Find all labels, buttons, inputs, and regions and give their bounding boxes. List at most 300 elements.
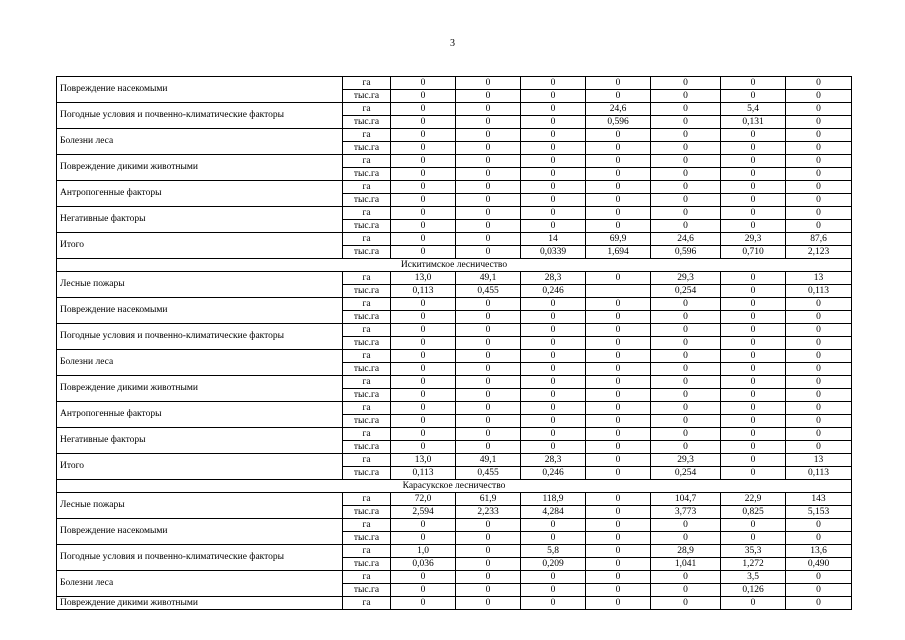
value-cell: 0	[721, 415, 786, 428]
value-cell: 0	[786, 181, 852, 194]
value-cell: 0	[721, 142, 786, 155]
value-cell: 0	[721, 311, 786, 324]
value-cell: 0	[586, 220, 651, 233]
unit-cell: га	[343, 77, 391, 90]
value-cell: 0	[651, 181, 721, 194]
value-cell: 0	[651, 389, 721, 402]
value-cell: 0	[456, 584, 521, 597]
value-cell: 0	[721, 272, 786, 285]
section-title: Карасукское лесничество	[57, 480, 852, 493]
unit-cell: га	[343, 454, 391, 467]
unit-cell: тыс.га	[343, 142, 391, 155]
value-cell: 0	[651, 168, 721, 181]
value-cell: 0	[521, 376, 586, 389]
value-cell: 0	[651, 77, 721, 90]
value-cell: 0,710	[721, 246, 786, 259]
value-cell: 0	[721, 129, 786, 142]
value-cell: 0	[521, 129, 586, 142]
value-cell: 0	[391, 519, 456, 532]
value-cell: 0,596	[586, 116, 651, 129]
value-cell: 0	[586, 519, 651, 532]
value-cell: 0	[391, 428, 456, 441]
value-cell: 0	[521, 402, 586, 415]
value-cell: 0	[586, 90, 651, 103]
section-header-row	[57, 259, 852, 272]
value-cell: 0	[456, 324, 521, 337]
value-cell: 0	[786, 298, 852, 311]
value-cell: 72,0	[391, 493, 456, 506]
value-cell: 0	[391, 441, 456, 454]
value-cell: 0	[651, 415, 721, 428]
value-cell: 0	[456, 103, 521, 116]
value-cell: 0,113	[786, 467, 852, 480]
value-cell: 0	[586, 441, 651, 454]
unit-cell: тыс.га	[343, 558, 391, 571]
value-cell: 104,7	[651, 493, 721, 506]
value-cell: 0	[786, 363, 852, 376]
value-cell: 0	[721, 220, 786, 233]
value-cell: 0	[456, 298, 521, 311]
value-cell: 0	[456, 415, 521, 428]
value-cell: 0	[721, 285, 786, 298]
value-cell: 0	[391, 363, 456, 376]
value-cell: 13,0	[391, 454, 456, 467]
value-cell: 0	[786, 207, 852, 220]
value-cell: 0	[391, 571, 456, 584]
value-cell: 0	[721, 337, 786, 350]
value-cell: 0	[391, 311, 456, 324]
value-cell: 0	[456, 532, 521, 545]
value-cell: 0	[391, 155, 456, 168]
value-cell: 0	[456, 558, 521, 571]
value-cell: 0	[586, 571, 651, 584]
value-cell: 0	[786, 311, 852, 324]
unit-cell: тыс.га	[343, 584, 391, 597]
table-row	[57, 155, 852, 168]
value-cell: 0	[586, 532, 651, 545]
value-cell: 0	[651, 311, 721, 324]
value-cell: 1,272	[721, 558, 786, 571]
unit-cell: га	[343, 129, 391, 142]
factor-name: Погодные условия и почвенно-климатические факторы	[57, 545, 343, 571]
factor-name: Болезни леса	[57, 571, 343, 597]
value-cell: 0	[786, 389, 852, 402]
value-cell: 0	[786, 584, 852, 597]
value-cell: 0,113	[391, 285, 456, 298]
value-cell: 0	[521, 428, 586, 441]
unit-cell: га	[343, 155, 391, 168]
table-row	[57, 571, 852, 584]
unit-cell: га	[343, 233, 391, 246]
value-cell: 0	[521, 350, 586, 363]
value-cell: 0,596	[651, 246, 721, 259]
factor-name: Болезни леса	[57, 350, 343, 376]
value-cell: 0	[786, 168, 852, 181]
value-cell: 13	[786, 454, 852, 467]
value-cell: 0	[786, 77, 852, 90]
value-cell: 0	[586, 493, 651, 506]
unit-cell: тыс.га	[343, 168, 391, 181]
value-cell: 0	[786, 519, 852, 532]
value-cell: 0	[456, 441, 521, 454]
value-cell: 0	[521, 298, 586, 311]
value-cell: 24,6	[651, 233, 721, 246]
value-cell: 69,9	[586, 233, 651, 246]
value-cell: 0	[651, 90, 721, 103]
unit-cell: тыс.га	[343, 467, 391, 480]
value-cell: 0,254	[651, 285, 721, 298]
value-cell: 0	[456, 207, 521, 220]
value-cell: 0	[456, 142, 521, 155]
value-cell: 0	[786, 337, 852, 350]
value-cell: 0	[456, 363, 521, 376]
value-cell: 0	[586, 467, 651, 480]
value-cell: 0	[456, 194, 521, 207]
value-cell: 5,4	[721, 103, 786, 116]
value-cell: 0	[651, 571, 721, 584]
value-cell: 0	[786, 155, 852, 168]
value-cell: 0,246	[521, 467, 586, 480]
unit-cell: тыс.га	[343, 441, 391, 454]
value-cell: 0	[786, 532, 852, 545]
unit-cell: га	[343, 597, 391, 610]
value-cell: 0	[721, 376, 786, 389]
value-cell: 0	[521, 532, 586, 545]
value-cell: 0	[586, 142, 651, 155]
value-cell: 0	[391, 90, 456, 103]
unit-cell: тыс.га	[343, 311, 391, 324]
value-cell: 0	[456, 155, 521, 168]
value-cell: 0,113	[391, 467, 456, 480]
value-cell: 0	[586, 181, 651, 194]
value-cell: 0	[521, 597, 586, 610]
value-cell: 5,8	[521, 545, 586, 558]
factor-name: Болезни леса	[57, 129, 343, 155]
value-cell: 0	[651, 298, 721, 311]
value-cell: 2,233	[456, 506, 521, 519]
factor-name: Антропогенные факторы	[57, 402, 343, 428]
value-cell: 0	[786, 103, 852, 116]
value-cell: 4,284	[521, 506, 586, 519]
unit-cell: тыс.га	[343, 246, 391, 259]
unit-cell: га	[343, 324, 391, 337]
value-cell: 0	[586, 584, 651, 597]
value-cell: 143	[786, 493, 852, 506]
value-cell: 0	[456, 220, 521, 233]
value-cell: 0	[721, 389, 786, 402]
value-cell: 0,126	[721, 584, 786, 597]
value-cell: 0,113	[786, 285, 852, 298]
value-cell: 28,3	[521, 454, 586, 467]
unit-cell: га	[343, 298, 391, 311]
value-cell: 29,3	[651, 454, 721, 467]
value-cell: 0	[586, 272, 651, 285]
value-cell: 0	[586, 207, 651, 220]
value-cell: 5,153	[786, 506, 852, 519]
factor-name: Негативные факторы	[57, 207, 343, 233]
value-cell: 0	[721, 454, 786, 467]
value-cell	[586, 285, 651, 298]
value-cell: 0	[521, 90, 586, 103]
value-cell: 0	[456, 311, 521, 324]
value-cell: 1,694	[586, 246, 651, 259]
forest-damage-table	[56, 76, 852, 610]
value-cell: 49,1	[456, 454, 521, 467]
value-cell: 0	[721, 467, 786, 480]
value-cell: 0	[586, 168, 651, 181]
value-cell: 0	[521, 116, 586, 129]
factor-name: Лесные пожары	[57, 493, 343, 519]
value-cell: 13	[786, 272, 852, 285]
value-cell: 0	[456, 389, 521, 402]
value-cell: 0	[586, 389, 651, 402]
value-cell: 0	[651, 129, 721, 142]
value-cell: 0	[586, 376, 651, 389]
value-cell: 0	[586, 194, 651, 207]
value-cell: 0	[586, 337, 651, 350]
value-cell: 0	[521, 103, 586, 116]
value-cell: 0	[456, 428, 521, 441]
value-cell: 0	[521, 220, 586, 233]
value-cell: 0,490	[786, 558, 852, 571]
value-cell: 0	[391, 220, 456, 233]
value-cell: 0	[651, 142, 721, 155]
value-cell: 0	[721, 155, 786, 168]
unit-cell: тыс.га	[343, 532, 391, 545]
value-cell: 0,209	[521, 558, 586, 571]
value-cell: 0	[521, 311, 586, 324]
table-row	[57, 493, 852, 506]
factor-name: Итого	[57, 454, 343, 480]
value-cell: 0	[391, 194, 456, 207]
value-cell: 0	[456, 337, 521, 350]
value-cell: 0	[786, 441, 852, 454]
value-cell: 0	[721, 207, 786, 220]
value-cell: 0	[721, 519, 786, 532]
value-cell: 0	[521, 389, 586, 402]
value-cell: 0	[456, 519, 521, 532]
value-cell: 0	[651, 207, 721, 220]
unit-cell: га	[343, 272, 391, 285]
value-cell: 0	[651, 337, 721, 350]
value-cell: 0	[456, 129, 521, 142]
unit-cell: тыс.га	[343, 90, 391, 103]
value-cell: 0	[521, 155, 586, 168]
value-cell: 0,254	[651, 467, 721, 480]
value-cell: 0	[651, 194, 721, 207]
value-cell: 0	[586, 155, 651, 168]
value-cell: 0	[721, 441, 786, 454]
value-cell: 0	[456, 597, 521, 610]
value-cell: 0	[651, 103, 721, 116]
value-cell: 0	[391, 233, 456, 246]
value-cell: 0	[651, 402, 721, 415]
value-cell: 0	[786, 402, 852, 415]
unit-cell: га	[343, 519, 391, 532]
value-cell: 0	[786, 415, 852, 428]
value-cell: 0	[586, 350, 651, 363]
value-cell: 0	[786, 350, 852, 363]
value-cell: 28,3	[521, 272, 586, 285]
value-cell: 0	[786, 571, 852, 584]
table-row	[57, 428, 852, 441]
table-row	[57, 454, 852, 467]
unit-cell: га	[343, 545, 391, 558]
value-cell: 0	[721, 298, 786, 311]
value-cell: 13,0	[391, 272, 456, 285]
value-cell: 0	[391, 389, 456, 402]
unit-cell: га	[343, 402, 391, 415]
unit-cell: га	[343, 376, 391, 389]
value-cell: 14	[521, 233, 586, 246]
unit-cell: га	[343, 428, 391, 441]
value-cell: 0	[456, 90, 521, 103]
value-cell: 0	[586, 298, 651, 311]
value-cell: 0	[391, 597, 456, 610]
value-cell: 0	[721, 77, 786, 90]
value-cell: 0	[456, 233, 521, 246]
value-cell: 0	[456, 116, 521, 129]
value-cell: 0,036	[391, 558, 456, 571]
value-cell: 0	[456, 545, 521, 558]
unit-cell: га	[343, 103, 391, 116]
value-cell: 0	[391, 142, 456, 155]
unit-cell: га	[343, 571, 391, 584]
unit-cell: тыс.га	[343, 220, 391, 233]
value-cell: 0	[456, 376, 521, 389]
factor-name: Повреждение дикими животными	[57, 376, 343, 402]
table-row	[57, 233, 852, 246]
value-cell: 0	[721, 532, 786, 545]
section-header-row	[57, 480, 852, 493]
value-cell: 0	[586, 506, 651, 519]
value-cell: 0	[586, 428, 651, 441]
value-cell: 0	[786, 194, 852, 207]
table-row	[57, 298, 852, 311]
table-row	[57, 376, 852, 389]
value-cell: 0	[456, 181, 521, 194]
value-cell: 0	[391, 415, 456, 428]
value-cell: 0	[391, 116, 456, 129]
value-cell: 0	[786, 324, 852, 337]
value-cell: 0	[586, 311, 651, 324]
value-cell: 0	[786, 597, 852, 610]
value-cell: 2,594	[391, 506, 456, 519]
factor-name: Повреждение дикими животными	[57, 597, 343, 610]
value-cell: 0	[586, 324, 651, 337]
unit-cell: га	[343, 350, 391, 363]
value-cell: 118,9	[521, 493, 586, 506]
table-row	[57, 545, 852, 558]
value-cell: 0	[586, 415, 651, 428]
value-cell: 0	[651, 532, 721, 545]
value-cell: 1,0	[391, 545, 456, 558]
value-cell: 0	[786, 90, 852, 103]
value-cell: 35,3	[721, 545, 786, 558]
value-cell: 0	[391, 532, 456, 545]
value-cell: 0	[521, 363, 586, 376]
value-cell: 0,0339	[521, 246, 586, 259]
value-cell: 0	[521, 415, 586, 428]
value-cell: 0	[521, 142, 586, 155]
value-cell: 0	[521, 324, 586, 337]
value-cell: 0	[586, 129, 651, 142]
value-cell: 0	[521, 441, 586, 454]
factor-name: Итого	[57, 233, 343, 259]
value-cell: 3,773	[651, 506, 721, 519]
value-cell: 0	[651, 220, 721, 233]
table-row	[57, 597, 852, 610]
value-cell: 0	[651, 441, 721, 454]
value-cell: 0	[391, 584, 456, 597]
value-cell: 0	[586, 545, 651, 558]
value-cell: 0	[651, 428, 721, 441]
value-cell: 0	[391, 168, 456, 181]
value-cell: 0	[521, 337, 586, 350]
unit-cell: га	[343, 493, 391, 506]
factor-name: Повреждение насекомыми	[57, 519, 343, 545]
value-cell: 0	[586, 402, 651, 415]
value-cell: 0	[456, 571, 521, 584]
value-cell: 0	[521, 194, 586, 207]
value-cell: 0	[391, 350, 456, 363]
value-cell: 0	[391, 246, 456, 259]
value-cell: 0	[721, 428, 786, 441]
page-number: 3	[450, 38, 455, 49]
value-cell: 0	[721, 363, 786, 376]
value-cell: 13,6	[786, 545, 852, 558]
factor-name: Антропогенные факторы	[57, 181, 343, 207]
value-cell: 0	[391, 207, 456, 220]
value-cell: 29,3	[651, 272, 721, 285]
value-cell: 0	[391, 77, 456, 90]
value-cell: 0	[651, 376, 721, 389]
value-cell: 2,123	[786, 246, 852, 259]
value-cell: 0	[456, 350, 521, 363]
value-cell: 0	[786, 116, 852, 129]
value-cell: 0	[456, 168, 521, 181]
factor-name: Погодные условия и почвенно-климатические факторы	[57, 103, 343, 129]
factor-name: Повреждение насекомыми	[57, 77, 343, 103]
value-cell: 0	[651, 324, 721, 337]
value-cell: 0	[721, 168, 786, 181]
value-cell: 87,6	[786, 233, 852, 246]
value-cell: 0	[586, 454, 651, 467]
factor-name: Лесные пожары	[57, 272, 343, 298]
value-cell: 0	[391, 376, 456, 389]
value-cell: 0	[651, 519, 721, 532]
value-cell: 0	[721, 194, 786, 207]
unit-cell: тыс.га	[343, 389, 391, 402]
value-cell: 0	[391, 103, 456, 116]
value-cell: 0	[391, 324, 456, 337]
value-cell: 0	[521, 168, 586, 181]
value-cell: 0	[721, 324, 786, 337]
value-cell: 0	[521, 207, 586, 220]
value-cell: 49,1	[456, 272, 521, 285]
value-cell: 28,9	[651, 545, 721, 558]
value-cell: 0	[721, 597, 786, 610]
table-row	[57, 77, 852, 90]
value-cell: 0	[456, 77, 521, 90]
value-cell: 0	[521, 519, 586, 532]
table-row	[57, 181, 852, 194]
value-cell: 0,131	[721, 116, 786, 129]
unit-cell: га	[343, 181, 391, 194]
value-cell: 0	[391, 298, 456, 311]
unit-cell: тыс.га	[343, 415, 391, 428]
value-cell: 61,9	[456, 493, 521, 506]
